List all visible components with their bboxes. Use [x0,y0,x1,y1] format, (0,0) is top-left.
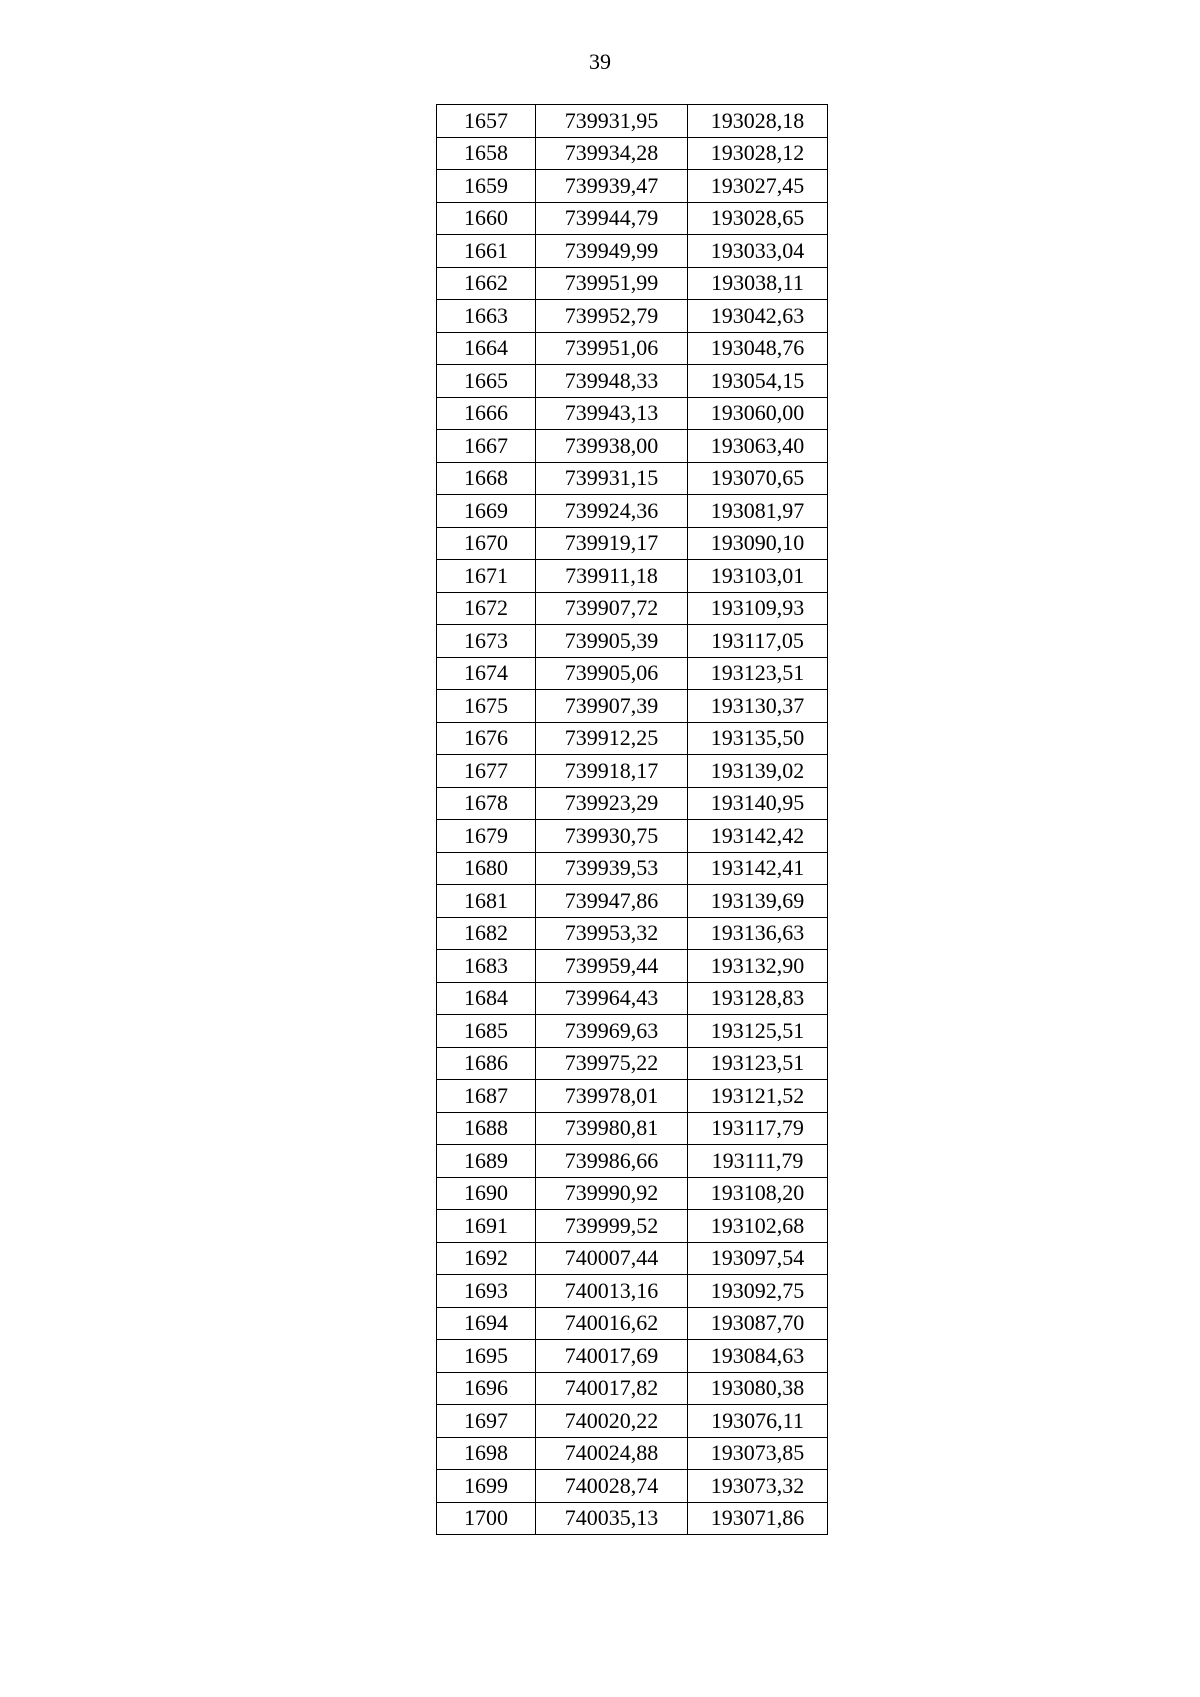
x-coordinate-cell: 740016,62 [536,1307,688,1340]
y-coordinate-cell: 193060,00 [688,397,828,430]
y-coordinate-cell: 193080,38 [688,1372,828,1405]
x-coordinate-cell: 739978,01 [536,1080,688,1113]
point-number-cell: 1668 [437,462,536,495]
y-coordinate-cell: 193063,40 [688,430,828,463]
page-number: 39 [589,49,611,74]
y-coordinate-cell: 193092,75 [688,1275,828,1308]
y-coordinate-cell: 193108,20 [688,1177,828,1210]
point-number-cell: 1663 [437,300,536,333]
point-number-cell: 1665 [437,365,536,398]
y-coordinate-cell: 193073,32 [688,1470,828,1503]
table-row [437,917,828,950]
point-number-cell: 1689 [437,1145,536,1178]
point-number-cell: 1686 [437,1047,536,1080]
x-coordinate-cell: 739975,22 [536,1047,688,1080]
y-coordinate-cell: 193140,95 [688,787,828,820]
y-coordinate-cell: 193111,79 [688,1145,828,1178]
table-row [437,982,828,1015]
table-row [437,1275,828,1308]
table-row [437,885,828,918]
x-coordinate-cell: 740017,82 [536,1372,688,1405]
y-coordinate-cell: 193142,41 [688,852,828,885]
point-number-cell: 1669 [437,495,536,528]
table-row [437,365,828,398]
x-coordinate-cell: 739951,06 [536,332,688,365]
x-coordinate-cell: 739948,33 [536,365,688,398]
x-coordinate-cell: 739938,00 [536,430,688,463]
table-row [437,300,828,333]
point-number-cell: 1693 [437,1275,536,1308]
x-coordinate-cell: 739944,79 [536,202,688,235]
x-coordinate-cell: 739952,79 [536,300,688,333]
point-number-cell: 1697 [437,1405,536,1438]
y-coordinate-cell: 193090,10 [688,527,828,560]
table-row [437,1080,828,1113]
x-coordinate-cell: 739905,39 [536,625,688,658]
y-coordinate-cell: 193087,70 [688,1307,828,1340]
point-number-cell: 1673 [437,625,536,658]
y-coordinate-cell: 193142,42 [688,820,828,853]
x-coordinate-cell: 739931,95 [536,105,688,138]
table-row [437,202,828,235]
point-number-cell: 1664 [437,332,536,365]
table-row [437,690,828,723]
point-number-cell: 1698 [437,1437,536,1470]
point-number-cell: 1658 [437,137,536,170]
point-number-cell: 1688 [437,1112,536,1145]
y-coordinate-cell: 193125,51 [688,1015,828,1048]
y-coordinate-cell: 193128,83 [688,982,828,1015]
point-number-cell: 1682 [437,917,536,950]
table-row [437,820,828,853]
x-coordinate-cell: 739980,81 [536,1112,688,1145]
coordinates-table-body [437,105,828,1535]
x-coordinate-cell: 739911,18 [536,560,688,593]
point-number-cell: 1671 [437,560,536,593]
table-row [437,755,828,788]
x-coordinate-cell: 739947,86 [536,885,688,918]
x-coordinate-cell: 739959,44 [536,950,688,983]
table-row [437,495,828,528]
y-coordinate-cell: 193121,52 [688,1080,828,1113]
y-coordinate-cell: 193123,51 [688,657,828,690]
table-row [437,1210,828,1243]
y-coordinate-cell: 193097,54 [688,1242,828,1275]
table-row [437,1047,828,1080]
y-coordinate-cell: 193081,97 [688,495,828,528]
x-coordinate-cell: 740035,13 [536,1502,688,1535]
table-row [437,430,828,463]
point-number-cell: 1672 [437,592,536,625]
point-number-cell: 1684 [437,982,536,1015]
x-coordinate-cell: 740017,69 [536,1340,688,1373]
point-number-cell: 1679 [437,820,536,853]
point-number-cell: 1691 [437,1210,536,1243]
point-number-cell: 1687 [437,1080,536,1113]
point-number-cell: 1695 [437,1340,536,1373]
table-row [437,137,828,170]
y-coordinate-cell: 193070,65 [688,462,828,495]
point-number-cell: 1657 [437,105,536,138]
point-number-cell: 1661 [437,235,536,268]
point-number-cell: 1683 [437,950,536,983]
y-coordinate-cell: 193042,63 [688,300,828,333]
x-coordinate-cell: 739919,17 [536,527,688,560]
table-row [437,560,828,593]
y-coordinate-cell: 193139,02 [688,755,828,788]
point-number-cell: 1696 [437,1372,536,1405]
table-row [437,657,828,690]
y-coordinate-cell: 193102,68 [688,1210,828,1243]
x-coordinate-cell: 740013,16 [536,1275,688,1308]
y-coordinate-cell: 193033,04 [688,235,828,268]
point-number-cell: 1685 [437,1015,536,1048]
x-coordinate-cell: 739907,39 [536,690,688,723]
point-number-cell: 1692 [437,1242,536,1275]
x-coordinate-cell: 739934,28 [536,137,688,170]
x-coordinate-cell: 739907,72 [536,592,688,625]
y-coordinate-cell: 193117,05 [688,625,828,658]
x-coordinate-cell: 740024,88 [536,1437,688,1470]
point-number-cell: 1677 [437,755,536,788]
x-coordinate-cell: 739949,99 [536,235,688,268]
table-row [437,527,828,560]
table-row [437,1405,828,1438]
x-coordinate-cell: 739953,32 [536,917,688,950]
y-coordinate-cell: 193048,76 [688,332,828,365]
y-coordinate-cell: 193028,18 [688,105,828,138]
point-number-cell: 1662 [437,267,536,300]
y-coordinate-cell: 193135,50 [688,722,828,755]
x-coordinate-cell: 739939,47 [536,170,688,203]
table-row [437,235,828,268]
point-number-cell: 1694 [437,1307,536,1340]
y-coordinate-cell: 193076,11 [688,1405,828,1438]
y-coordinate-cell: 193103,01 [688,560,828,593]
point-number-cell: 1676 [437,722,536,755]
y-coordinate-cell: 193132,90 [688,950,828,983]
point-number-cell: 1667 [437,430,536,463]
table-row [437,1112,828,1145]
point-number-cell: 1674 [437,657,536,690]
y-coordinate-cell: 193071,86 [688,1502,828,1535]
x-coordinate-cell: 739930,75 [536,820,688,853]
y-coordinate-cell: 193054,15 [688,365,828,398]
table-row [437,592,828,625]
y-coordinate-cell: 193038,11 [688,267,828,300]
y-coordinate-cell: 193073,85 [688,1437,828,1470]
y-coordinate-cell: 193117,79 [688,1112,828,1145]
x-coordinate-cell: 739999,52 [536,1210,688,1243]
table-row [437,950,828,983]
y-coordinate-cell: 193084,63 [688,1340,828,1373]
x-coordinate-cell: 739923,29 [536,787,688,820]
table-row [437,1015,828,1048]
table-row [437,1177,828,1210]
point-number-cell: 1666 [437,397,536,430]
table-row [437,1340,828,1373]
x-coordinate-cell: 739939,53 [536,852,688,885]
x-coordinate-cell: 739943,13 [536,397,688,430]
point-number-cell: 1680 [437,852,536,885]
x-coordinate-cell: 739905,06 [536,657,688,690]
point-number-cell: 1700 [437,1502,536,1535]
point-number-cell: 1675 [437,690,536,723]
point-number-cell: 1659 [437,170,536,203]
y-coordinate-cell: 193027,45 [688,170,828,203]
table-row [437,332,828,365]
x-coordinate-cell: 739969,63 [536,1015,688,1048]
table-row [437,1242,828,1275]
y-coordinate-cell: 193123,51 [688,1047,828,1080]
point-number-cell: 1690 [437,1177,536,1210]
table-row [437,462,828,495]
x-coordinate-cell: 739918,17 [536,755,688,788]
x-coordinate-cell: 739912,25 [536,722,688,755]
table-row [437,1437,828,1470]
x-coordinate-cell: 740007,44 [536,1242,688,1275]
point-number-cell: 1699 [437,1470,536,1503]
x-coordinate-cell: 739924,36 [536,495,688,528]
x-coordinate-cell: 739951,99 [536,267,688,300]
table-row [437,1145,828,1178]
y-coordinate-cell: 193109,93 [688,592,828,625]
table-row [437,267,828,300]
table-row [437,852,828,885]
table-row [437,1470,828,1503]
x-coordinate-cell: 739990,92 [536,1177,688,1210]
x-coordinate-cell: 739964,43 [536,982,688,1015]
table-row [437,1502,828,1535]
x-coordinate-cell: 740028,74 [536,1470,688,1503]
table-row [437,722,828,755]
y-coordinate-cell: 193028,12 [688,137,828,170]
table-row [437,1307,828,1340]
y-coordinate-cell: 193139,69 [688,885,828,918]
table-row [437,1372,828,1405]
y-coordinate-cell: 193028,65 [688,202,828,235]
point-number-cell: 1670 [437,527,536,560]
y-coordinate-cell: 193136,63 [688,917,828,950]
x-coordinate-cell: 739986,66 [536,1145,688,1178]
coordinates-table [436,104,828,1535]
x-coordinate-cell: 739931,15 [536,462,688,495]
table-row [437,105,828,138]
point-number-cell: 1678 [437,787,536,820]
table-row [437,170,828,203]
table-row [437,787,828,820]
point-number-cell: 1660 [437,202,536,235]
y-coordinate-cell: 193130,37 [688,690,828,723]
table-row [437,625,828,658]
x-coordinate-cell: 740020,22 [536,1405,688,1438]
table-row [437,397,828,430]
point-number-cell: 1681 [437,885,536,918]
